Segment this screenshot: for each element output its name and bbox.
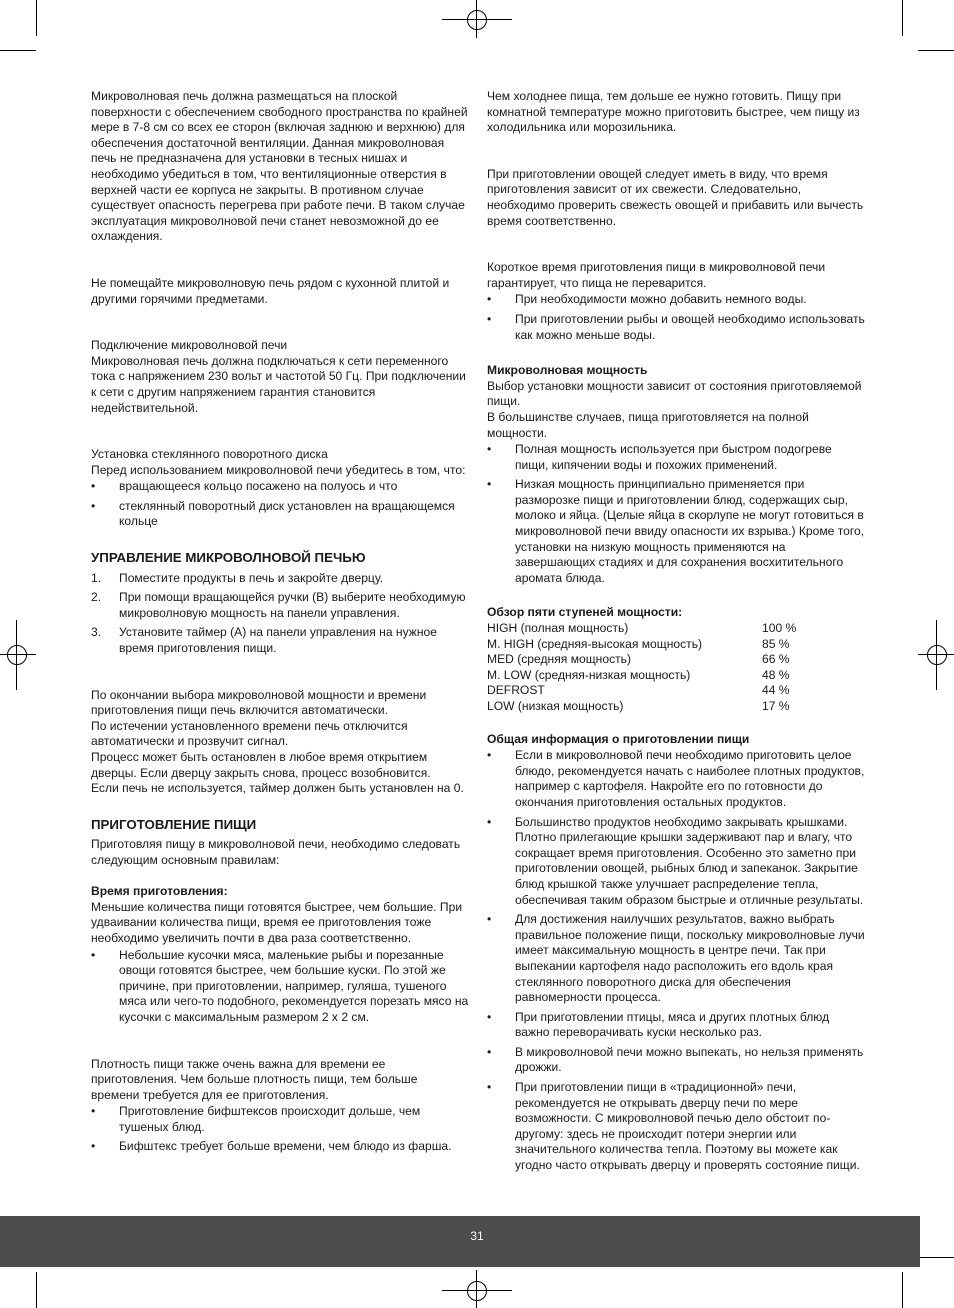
crop-mark bbox=[902, 1272, 903, 1308]
list-item: • стеклянный поворотный диск установлен на вращающемся кольце bbox=[91, 499, 469, 530]
time-title: Время приготовления: bbox=[91, 884, 228, 899]
placement-warning: Не помещайте микроволновую печь рядом с кухонной плитой и другими горячими предметами. bbox=[91, 275, 450, 306]
registration-target-icon bbox=[467, 1281, 487, 1301]
list-item: • Бифштекс требует больше времени, чем блюдо из фарша. bbox=[91, 1139, 469, 1155]
level-label: MED (средняя мощность) bbox=[487, 652, 631, 667]
registration-target-icon bbox=[7, 645, 27, 665]
table-row bbox=[487, 637, 796, 653]
page-number: 31 bbox=[470, 1229, 484, 1243]
registration-line bbox=[936, 620, 937, 690]
right-column bbox=[487, 89, 867, 1174]
power-text-1: Выбор установки мощности зависит от состояния приготовляемой пищи. bbox=[487, 378, 862, 409]
registration-line bbox=[476, 1270, 477, 1308]
install-text: Перед использованием микроволновой печи убедитесь в том, что: bbox=[91, 462, 466, 477]
level-value: 44 % bbox=[762, 683, 790, 698]
levels-title: Обзор пяти ступеней мощности: bbox=[487, 605, 683, 620]
crop-mark bbox=[918, 50, 954, 51]
level-value: 48 % bbox=[762, 667, 790, 682]
list-item: • вращающееся кольцо посажено на полуось и что bbox=[91, 479, 469, 495]
step-number: 3. bbox=[91, 625, 102, 640]
install-title: Установка стеклянного поворотного диска bbox=[91, 447, 328, 462]
water-list bbox=[487, 292, 867, 343]
level-label: M. LOW (средняя-низкая мощность) bbox=[487, 667, 691, 682]
control-after-3: Процесс может быть остановлен в любое время открытием дверцы. Если дверцу закрыть снова, процесс возобновится. bbox=[91, 750, 431, 780]
cooking-intro: Приготовляя пищу в микроволновой печи, необходимо следовать следующим основным правилам: bbox=[91, 837, 461, 867]
connect-title: Подключение микроволновой печи bbox=[91, 338, 288, 353]
list-item bbox=[91, 625, 469, 656]
registration-line bbox=[16, 620, 17, 690]
table-row bbox=[487, 683, 796, 699]
list-item: • При приготовлении пищи в «традиционной» печи, рекомендуется не открывать дверцу печи по мере возможности. С микроволновой печью дело обстоит по-другому: здесь не происходит потери энергии или значительного количества тепла. Поэтому вы можете как угодно часто открывать дверцу и проверять состояние пищи. bbox=[487, 1080, 867, 1174]
density-list bbox=[91, 1104, 469, 1155]
list-item: • При приготовлении птицы, мяса и других плотных блюд важно переворачивать куски несколько раз. bbox=[487, 1010, 867, 1041]
registration-line bbox=[0, 654, 36, 655]
level-value: 66 % bbox=[762, 652, 790, 667]
power-text-2: В большинстве случаев, пища приготовляется на полной мощности. bbox=[487, 409, 809, 440]
crop-mark bbox=[902, 0, 903, 36]
control-after-4: Если печь не используется, таймер должен быть установлен на 0. bbox=[91, 781, 464, 796]
step-text: Поместите продукты в печь и закройте дверцу. bbox=[119, 570, 384, 585]
list-item: • Приготовление бифштексов происходит дольше, чем тушеных блюд. bbox=[91, 1104, 469, 1135]
list-item: • Если в микроволновой печи необходимо приготовить целое блюдо, рекомендуется начать с наиболее плотных продуктов, например с картофеля. Накройте его по готовности до окончания приготовления остальных продуктов. bbox=[487, 748, 867, 810]
step-text: Установите таймер (A) на панели управления на нужное время приготовления пищи. bbox=[119, 625, 437, 656]
list-item bbox=[91, 590, 469, 621]
crop-mark bbox=[36, 0, 37, 36]
temperature-paragraph: Чем холоднее пища, тем дольше ее нужно готовить. Пищу при комнатной температуре можно приготовить быстрее, чем пищу из холодильника или морозильника. bbox=[487, 89, 860, 135]
install-list bbox=[91, 479, 469, 530]
list-item: • Небольшие кусочки мяса, маленькие рыбы и порезанные овощи готовятся быстрее, чем большие куски. По этой же причине, при приготовлении, например, гуляша, тушеного мяса или чего-то подобного, рекомендуется порезать мясо на кусочки с максимальным размером 2 x 2 см. bbox=[91, 948, 469, 1026]
power-title: Микроволновая мощность bbox=[487, 363, 648, 378]
level-label: DEFROST bbox=[487, 683, 545, 698]
placement-paragraph: Микроволновая печь должна размещаться на плоской поверхности с обеспечением свободного пространства по крайней мере в 7-8 см со всех ее сторон (включая заднюю и верхнюю) для обеспечения достаточной вентиляции. Данная микроволновая печь не предназначена для установки в тесных нишах и необходимо убедиться в том, что вентиляционные отверстия в верхней части ее корпуса не закрыты. В противном случае существует опасность перегрева при работе печи. В таком случае эксплуатация микроволновой печи станет невозможной до ее охлаждения. bbox=[91, 89, 468, 244]
registration-line bbox=[442, 19, 512, 20]
step-number: 2. bbox=[91, 590, 102, 605]
registration-target-icon bbox=[467, 10, 487, 30]
table-row bbox=[487, 621, 796, 637]
list-item: • Полная мощность используется при быстром подогреве пищи, кипячении воды и похожих применений. bbox=[487, 442, 867, 473]
cooking-heading: ПРИГОТОВЛЕНИЕ ПИЩИ bbox=[91, 816, 257, 832]
step-number: 1. bbox=[91, 570, 102, 585]
control-heading: УПРАВЛЕНИЕ МИКРОВОЛНОВОЙ ПЕЧЬЮ bbox=[91, 550, 366, 566]
registration-target-icon bbox=[927, 645, 947, 665]
table-row bbox=[487, 668, 796, 684]
left-column bbox=[91, 89, 469, 1155]
list-item bbox=[91, 571, 469, 587]
level-label: LOW (низкая мощность) bbox=[487, 699, 624, 713]
step-text: При помощи вращающейся ручки (B) выберите необходимую микроволновую мощность на панели управления. bbox=[119, 590, 466, 620]
level-value: 100 % bbox=[762, 621, 797, 636]
list-item: • Низкая мощность принципиально применяется при разморозке пищи и приготовлении блюд, содержащих сыр, молоко и яйца. (Целые яйца в скорлупе не могут готовиться в микроволновой печи ввиду опасности их взрыва.) Кроме того, установки на низкую мощность применяются на завершающих стадиях и для сохранения восхитительного аромата блюда. bbox=[487, 477, 867, 586]
list-item: • При приготовлении рыбы и овощей необходимо использовать как можно меньше воды. bbox=[487, 312, 867, 343]
table-row bbox=[487, 652, 796, 668]
short-time-paragraph: Короткое время приготовления пищи в микроволновой печи гарантирует, что пища не переварится. bbox=[487, 260, 826, 290]
control-after-2: По истечении установленного времени печь отключится автоматически и прозвучит сигнал. bbox=[91, 718, 408, 749]
level-label: M. HIGH (средняя-высокая мощность) bbox=[487, 636, 703, 651]
list-item: • Большинство продуктов необходимо закрывать крышками. Плотно прилегающие крышки задерживают пар и влагу, что сокращает время приготовления. Особенно это заметно при приготовлении овощей, рыбных блюд и запеканок. Закрытие блюд крышкой также улучшает распределение тепла, обеспечивая таким образом быстрые и отличные результаты. bbox=[487, 815, 867, 909]
vegetables-paragraph: При приготовлении овощей следует иметь в виду, что время приготовления зависит от их свежести. Следовательно, необходимо проверить свежесть овощей и прибавить или вычесть время соответственно. bbox=[487, 166, 864, 228]
control-steps bbox=[91, 571, 469, 657]
crop-mark bbox=[36, 1272, 37, 1308]
power-levels-table bbox=[487, 621, 796, 715]
time-text: Меньшие количества пищи готовятся быстрее, чем большие. При удваивании количества пищи, время ее приготовления тоже необходимо увеличить почти в два раза соответственно. bbox=[91, 899, 463, 945]
level-value: 17 % bbox=[762, 699, 790, 713]
table-row bbox=[487, 699, 796, 715]
time-list bbox=[91, 948, 469, 1026]
level-value: 85 % bbox=[762, 636, 790, 651]
control-after-1: По окончании выбора микроволновой мощности и времени приготовления пищи печь включится автоматически. bbox=[91, 687, 427, 718]
list-item: • Для достижения наилучших результатов, важно выбрать правильное положение пищи, поскольку микроволновые лучи имеет максимальную мощность в центре печи. Так при выпекании картофеля надо расположить его вдоль края стеклянного поворотного диска для обеспечения равномерности процесса. bbox=[487, 912, 867, 1006]
connect-text: Микроволновая печь должна подключаться к сети переменного тока с напряжением 230 вольт и частотой 50 Гц. При подключении к сети с другим напряжением гарантия становится недействительной. bbox=[91, 353, 466, 415]
list-item: • При необходимости можно добавить немного воды. bbox=[487, 292, 867, 308]
list-item: • В микроволновой печи можно выпекать, но нельзя применять дрожжи. bbox=[487, 1045, 867, 1076]
density-text: Плотность пищи также очень важна для времени ее приготовления. Чем больше плотность пищи, тем больше времени требуется для ее приготовления. bbox=[91, 1056, 418, 1102]
level-label: HIGH (полная мощность) bbox=[487, 621, 629, 636]
registration-line bbox=[442, 1290, 512, 1291]
power-list bbox=[487, 442, 867, 586]
crop-mark bbox=[0, 50, 36, 51]
general-list bbox=[487, 748, 867, 1173]
general-title: Общая информация о приготовлении пищи bbox=[487, 731, 750, 746]
